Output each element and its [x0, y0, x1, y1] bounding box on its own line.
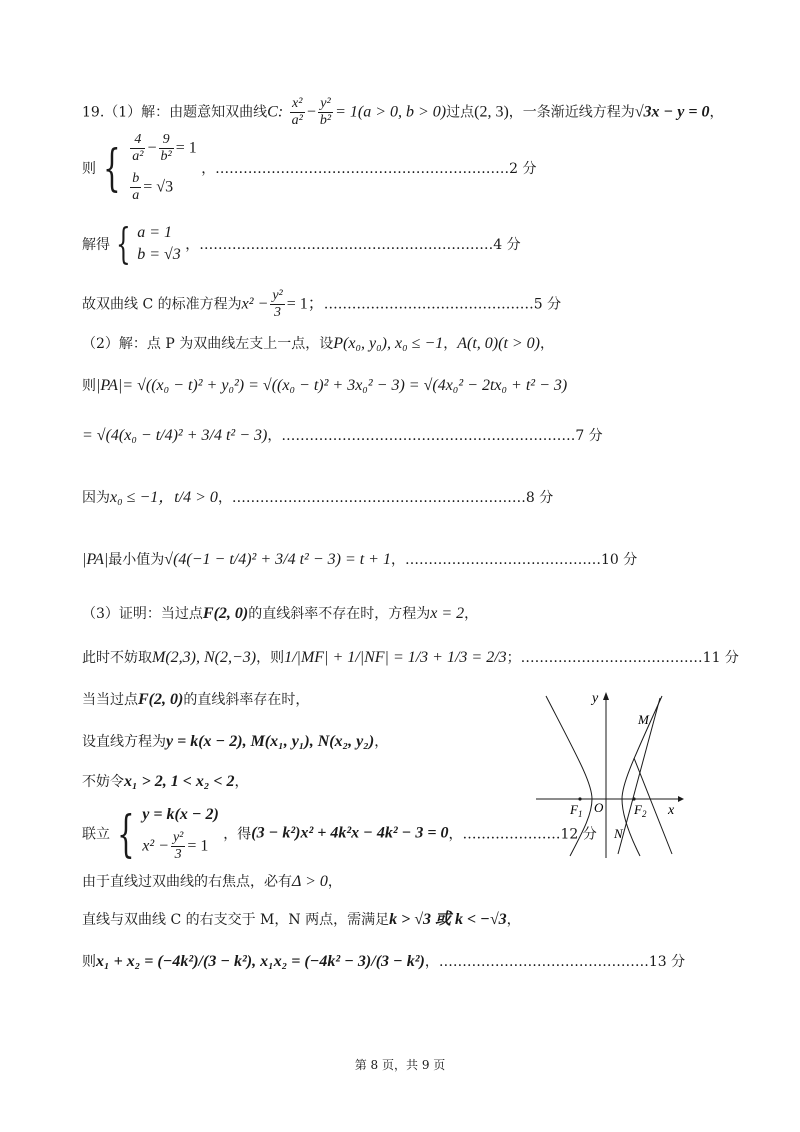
text: ，一条渐近线方程为 [508, 104, 635, 121]
score-8: ，………………………………………………………8 分 [217, 490, 554, 506]
f2-label: F [634, 802, 642, 817]
f1-label: F [570, 802, 578, 817]
score-12: ，…………………12 分 [448, 826, 597, 843]
problem-19-header: 19.（1）解：由题意知双曲线C: $\frac{\text{x²}}{\text{a²}}$ − $\frac{\text{y²}}{\text{b²}}$ = 1(a > 0, b > 0)过点(2, 3)，一条渐近线方程为√3x − y = 0， [82, 96, 724, 128]
system-1: 则 { $\frac{4}{\text{a²}}$ − $\frac{9}{\text{b²}}$ = 1 $\frac{b}{a}$ = √3 ，………………………………………………………2 分 [82, 132, 537, 203]
f1-point [578, 797, 581, 800]
line-equation: 设直线方程为y = k(x − 2), M(x₁, y₁), N(x₂, y₂)， [82, 733, 389, 750]
f2-point [632, 797, 635, 800]
standard-equation: 故双曲线 C 的标准方程为x² − $\frac{\text{y²}}{3}$ = 1；………………………………………5 分 [82, 288, 562, 320]
assume-line: 不妨令x₁ > 2, 1 < x₂ < 2， [82, 773, 249, 790]
mn-line: 此时不妨取M(2,3), N(2,−3)，则1/|MF| + 1/|NF| = 1/3 + 1/3 = 2/3；…………………………………11 分 [82, 649, 739, 666]
brace: { [103, 139, 121, 197]
frac-x2a2: $\frac{\text{x²}}{\text{a²}}$ [291, 96, 303, 128]
min-line: |PA|最小值为√(4(−1 − t/4)² + 3/4 t² − 3) = t + 1，……………………………………10 分 [82, 551, 638, 568]
point: (2, 3) [474, 103, 509, 121]
asym-eq: √3x − y = 0 [634, 103, 710, 121]
intersect-line: 直线与双曲线 C 的右支交于 M，N 两点，需满足k > √3 或 k < −√3， [82, 911, 521, 928]
text: 19.（1）解：由题意知双曲线 [82, 104, 268, 121]
slope-exists: 当当过点F(2, 0)的直线斜率存在时， [82, 691, 310, 708]
part-2-header: （2）解：点 P 为双曲线左支上一点，设P(x₀, y₀), x₀ ≤ −1，A(t, 0)(t > 0)， [82, 335, 555, 352]
hyperbola-figure [530, 688, 690, 858]
o-label: O [594, 800, 604, 815]
frac-y2b2: $\frac{\text{y²}}{\text{b²}}$ [319, 96, 332, 128]
pa-expression-2: = √(4(x₀ − t/4)² + 3/4 t² − 3)，………………………………………………………7 分 [82, 427, 603, 444]
score-7: ，………………………………………………………7 分 [267, 428, 603, 444]
score-11: …………………………………11 分 [520, 650, 739, 666]
score-13: ，………………………………………13 分 [424, 954, 686, 970]
score-5: ………………………………………5 分 [323, 296, 562, 313]
pa-expression: 则|PA|= √((x₀ − t)² + y₀²) = √((x₀ − t)² + 3x₀² − 3) = √(4x₀² − 2tx₀ + t² − 3) [82, 377, 568, 394]
score-10: ，……………………………………10 分 [390, 552, 638, 568]
y-arrow [603, 692, 609, 700]
m-label: M [638, 712, 649, 727]
cond: = 1(a > 0, b > 0) [335, 103, 447, 121]
because-line: 因为x₀ ≤ −1，t/4 > 0，………………………………………………………8 分 [82, 489, 554, 506]
svg-text:F1: $F_1$ [570, 802, 583, 819]
score-4: ，………………………………………………………4 分 [185, 237, 521, 253]
solved: 解得 { a = 1 b = √3 ，………………………………………………………4 分 [82, 219, 521, 268]
x-arrow [678, 796, 684, 802]
text: 过点 [446, 104, 475, 121]
part-3-header: （3）证明：当过点F(2, 0)的直线斜率不存在时，方程为x = 2， [82, 605, 479, 622]
curve-name: C [267, 103, 278, 121]
page-footer: 第 8 页，共 9 页 [354, 1058, 446, 1072]
svg-text:F2: $F_2$ [634, 802, 647, 819]
system-3: 联立 { y = k(x − 2) x² − $\frac{\text{y²}}{3}$ = 1 ，得(3 − k²)x² + 4k²x − 4k² − 3 = 0，…………………12 分 [82, 804, 597, 863]
left-branch [546, 696, 592, 856]
n-label: N [614, 826, 623, 841]
delta-line: 由于直线过双曲线的右焦点，必有Δ > 0， [82, 873, 342, 890]
score-2: ，………………………………………………………2 分 [201, 161, 537, 177]
vieta-line: 则x₁ + x₂ = (−4k²)/(3 − k²), x₁x₂ = (−4k² − 3)/(3 − k²)，………………………………………13 分 [82, 953, 686, 970]
y-label: y [592, 691, 599, 706]
x-label: x [668, 803, 675, 818]
